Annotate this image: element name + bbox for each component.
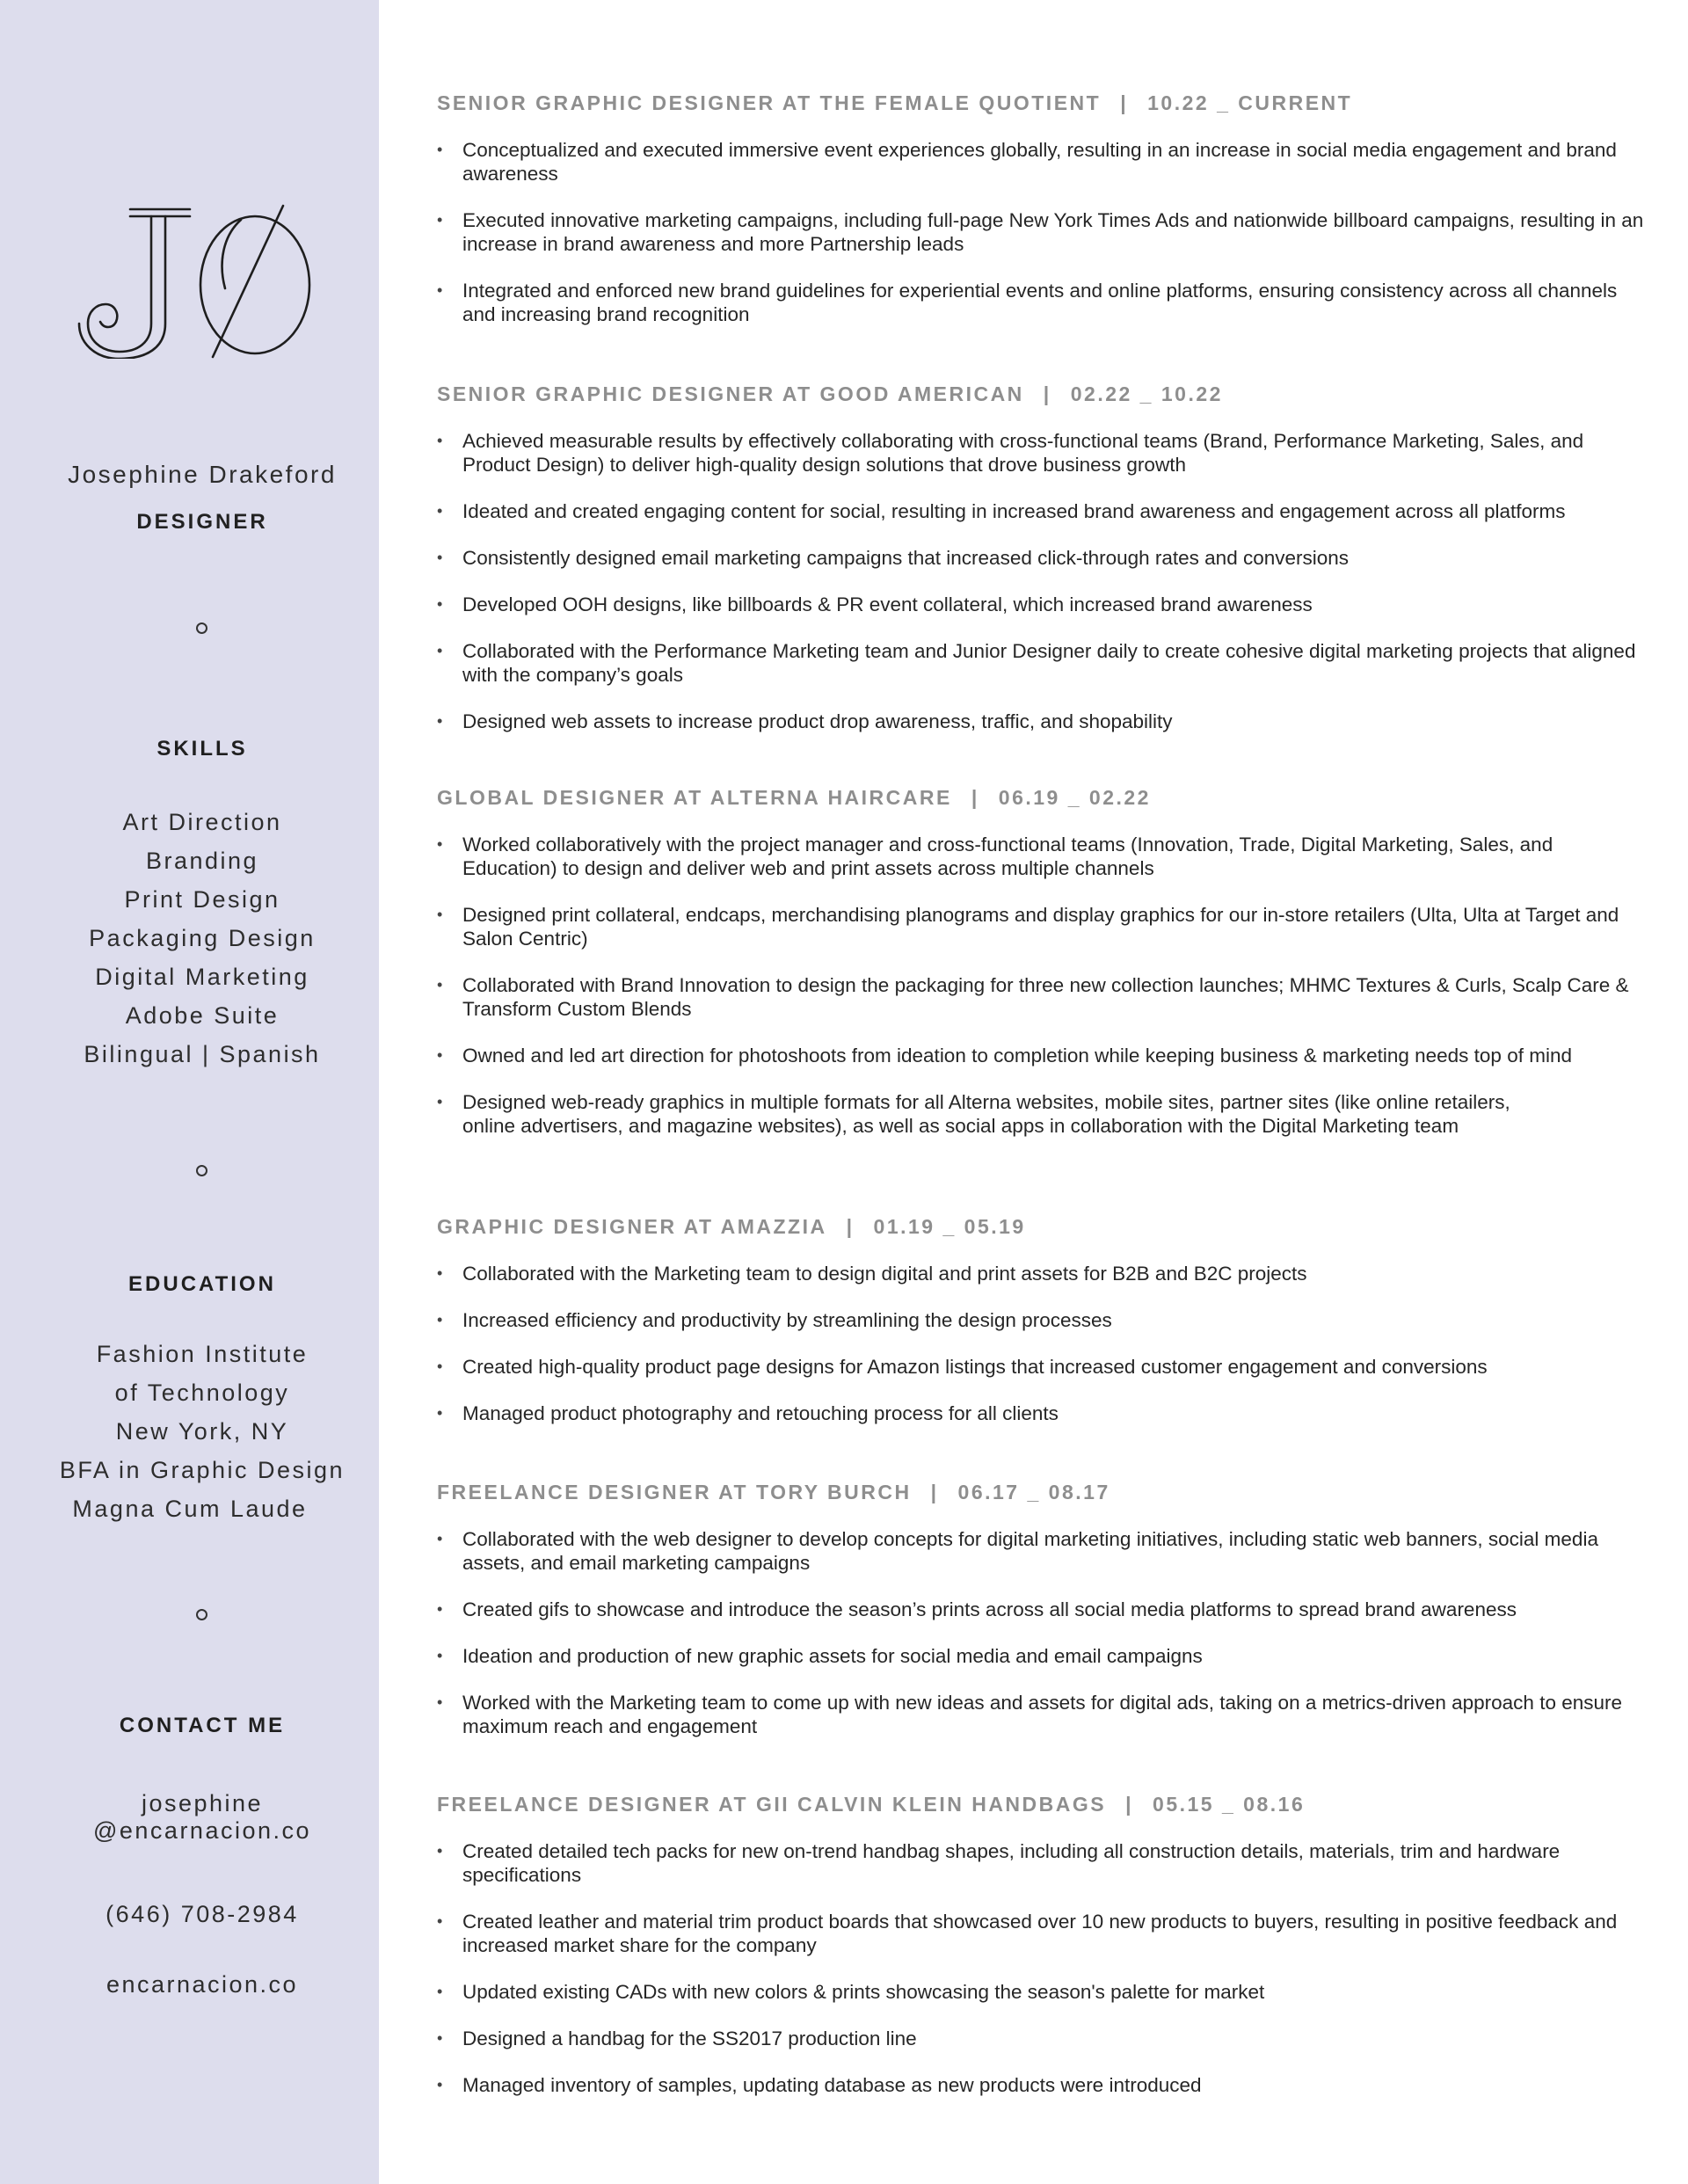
sidebar (0, 0, 379, 2184)
email-line: josephine (141, 1790, 264, 1816)
job-title: FREELANCE DESIGNER AT TORY BURCH | 06.17 _ 08.17 (437, 1481, 1110, 1503)
job-bullet: • Designed web-ready graphics in multiple formats for all Alterna websites, mobile sites, partner sites (like online retailers, online advertisers, and magazine websites), as well as social apps in collaboration with the Digital Marketing team (437, 1090, 1650, 1138)
job-bullet: • Created detailed tech packs for new on-trend handbag shapes, including all construction details, materials, trim and hardware specifications (437, 1839, 1650, 1887)
contact-website[interactable]: encarnacion.co (106, 1971, 299, 1998)
job-bullet: • Ideated and created engaging content for social, resulting in increased brand awareness and engagement across all platforms (437, 499, 1650, 523)
job-title: GRAPHIC DESIGNER AT AMAZZIA | 01.19 _ 05.19 (437, 1215, 1026, 1238)
skill-item: Branding (145, 848, 259, 874)
job-bullet: • Worked with the Marketing team to come up with new ideas and assets for digital ads, taking on a metrics-driven approach to ensure maximum reach and engagement (437, 1691, 1650, 1738)
job-bullet: • Created high-quality product page designs for Amazon listings that increased customer engagement and conversions (437, 1355, 1650, 1379)
job-entry (437, 382, 1650, 756)
education-list (0, 1335, 404, 1528)
job-bullets (437, 138, 1650, 326)
monogram-logo (69, 200, 332, 359)
job-entry (437, 785, 1650, 1161)
job-bullet: • Increased efficiency and productivity by streamlining the design processes (437, 1308, 1650, 1332)
job-bullet: • Designed print collateral, endcaps, merchandising planograms and display graphics for our in-store retailers (Ulta, Ulta at Target and Salon Centric) (437, 903, 1650, 950)
job-title: SENIOR GRAPHIC DESIGNER AT GOOD AMERICAN | 02.22 _ 10.22 (437, 382, 1223, 405)
job-bullets (437, 1262, 1650, 1425)
job-bullets (437, 1839, 1650, 2097)
job-bullet: • Achieved measurable results by effectively collaborating with cross-functional teams (Brand, Performance Marketing, Sales, and Product Design) to deliver high-quality design solutions that drove business growth (437, 429, 1650, 477)
skill-item: Adobe Suite (125, 1002, 280, 1029)
job-title: FREELANCE DESIGNER AT GII CALVIN KLEIN HANDBAGS | 05.15 _ 08.16 (437, 1793, 1306, 1816)
education-item: BFA in Graphic Design (59, 1457, 346, 1483)
divider-dot (196, 622, 207, 634)
job-bullet: • Created leather and material trim product boards that showcased over 10 new products to buyers, resulting in positive feedback and increased market share for the company (437, 1910, 1650, 1957)
education-heading: EDUCATION (128, 1272, 276, 1296)
job-bullet: • Owned and led art direction for photoshoots from ideation to completion while keeping business & marketing needs top of mind (437, 1044, 1650, 1067)
email-line: @encarnacion.co (92, 1817, 312, 1844)
job-bullet: • Updated existing CADs with new colors & prints showcasing the season's palette for market (437, 1980, 1650, 2004)
job-bullet: • Created gifs to showcase and introduce the season’s prints across all social media platforms to spread brand awareness (437, 1598, 1650, 1621)
job-bullets (437, 429, 1650, 733)
job-bullet: • Managed product photography and retouching process for all clients (437, 1401, 1650, 1425)
skills-heading: SKILLS (156, 737, 248, 761)
job-bullets (437, 833, 1650, 1138)
job-bullet: • Collaborated with Brand Innovation to design the packaging for three new collection launches; MHMC Textures & Curls, Scalp Care & Transform Custom Blends (437, 973, 1650, 1021)
job-entry (437, 1214, 1650, 1448)
skill-item: Art Direction (122, 809, 282, 835)
job-bullet: • Worked collaboratively with the project manager and cross-functional teams (Innovation, Trade, Digital Marketing, Sales, and Education) to design and deliver web and print assets across multiple channels (437, 833, 1650, 880)
divider-dot (196, 1165, 207, 1176)
job-bullet: • Collaborated with the web designer to develop concepts for digital marketing initiatives, including static web banners, social media assets, and email marketing campaigns (437, 1527, 1650, 1575)
contact-phone[interactable]: (646) 708-2984 (106, 1901, 299, 1927)
job-bullet: • Designed a handbag for the SS2017 production line (437, 2027, 1650, 2050)
skills-list (0, 803, 404, 1074)
job-title: GLOBAL DESIGNER AT ALTERNA HAIRCARE | 06.19 _ 02.22 (437, 786, 1151, 809)
person-role: DESIGNER (136, 510, 268, 534)
job-bullet: • Managed inventory of samples, updating database as new products were introduced (437, 2073, 1650, 2097)
job-bullet: • Ideation and production of new graphic assets for social media and email campaigns (437, 1644, 1650, 1668)
job-entry (437, 91, 1650, 349)
job-entry (437, 1480, 1650, 1761)
education-item: Fashion Institute (96, 1341, 309, 1367)
job-bullet: • Collaborated with the Performance Marketing team and Junior Designer daily to create cohesive digital marketing projects that aligned with the company’s goals (437, 639, 1650, 687)
skill-item: Print Design (124, 886, 280, 913)
job-entry (437, 1792, 1650, 2120)
skill-item: Digital Marketing (95, 964, 309, 990)
job-bullet: • Conceptualized and executed immersive event experiences globally, resulting in an increase in social media engagement and brand awareness (437, 138, 1650, 186)
skill-item: Packaging Design (89, 925, 316, 951)
contact-email[interactable] (0, 1790, 404, 1845)
education-item: of Technology (114, 1380, 290, 1406)
divider-dot (196, 1609, 207, 1620)
job-bullet: • Integrated and enforced new brand guidelines for experiential events and online platforms, ensuring consistency across all channels and increasing brand recognition (437, 279, 1650, 326)
job-bullet: • Collaborated with the Marketing team to design digital and print assets for B2B and B2C projects (437, 1262, 1650, 1285)
person-name: Josephine Drakeford (68, 461, 337, 488)
contact-heading: CONTACT ME (119, 1714, 286, 1737)
job-bullet: • Designed web assets to increase product drop awareness, traffic, and shopability (437, 710, 1650, 733)
job-bullets (437, 1527, 1650, 1738)
education-item: New York, NY (115, 1418, 289, 1445)
job-title: SENIOR GRAPHIC DESIGNER AT THE FEMALE QUOTIENT | 10.22 _ CURRENT (437, 91, 1353, 114)
job-bullet: • Developed OOH designs, like billboards & PR event collateral, which increased brand awareness (437, 593, 1650, 616)
job-bullet: • Consistently designed email marketing campaigns that increased click-through rates and conversions (437, 546, 1650, 570)
skill-item: Bilingual | Spanish (84, 1041, 321, 1067)
job-bullet: • Executed innovative marketing campaigns, including full-page New York Times Ads and nationwide billboard campaigns, resulting in an increase in brand awareness and more Partnership leads (437, 208, 1650, 256)
education-item: Magna Cum Laude (72, 1496, 308, 1522)
